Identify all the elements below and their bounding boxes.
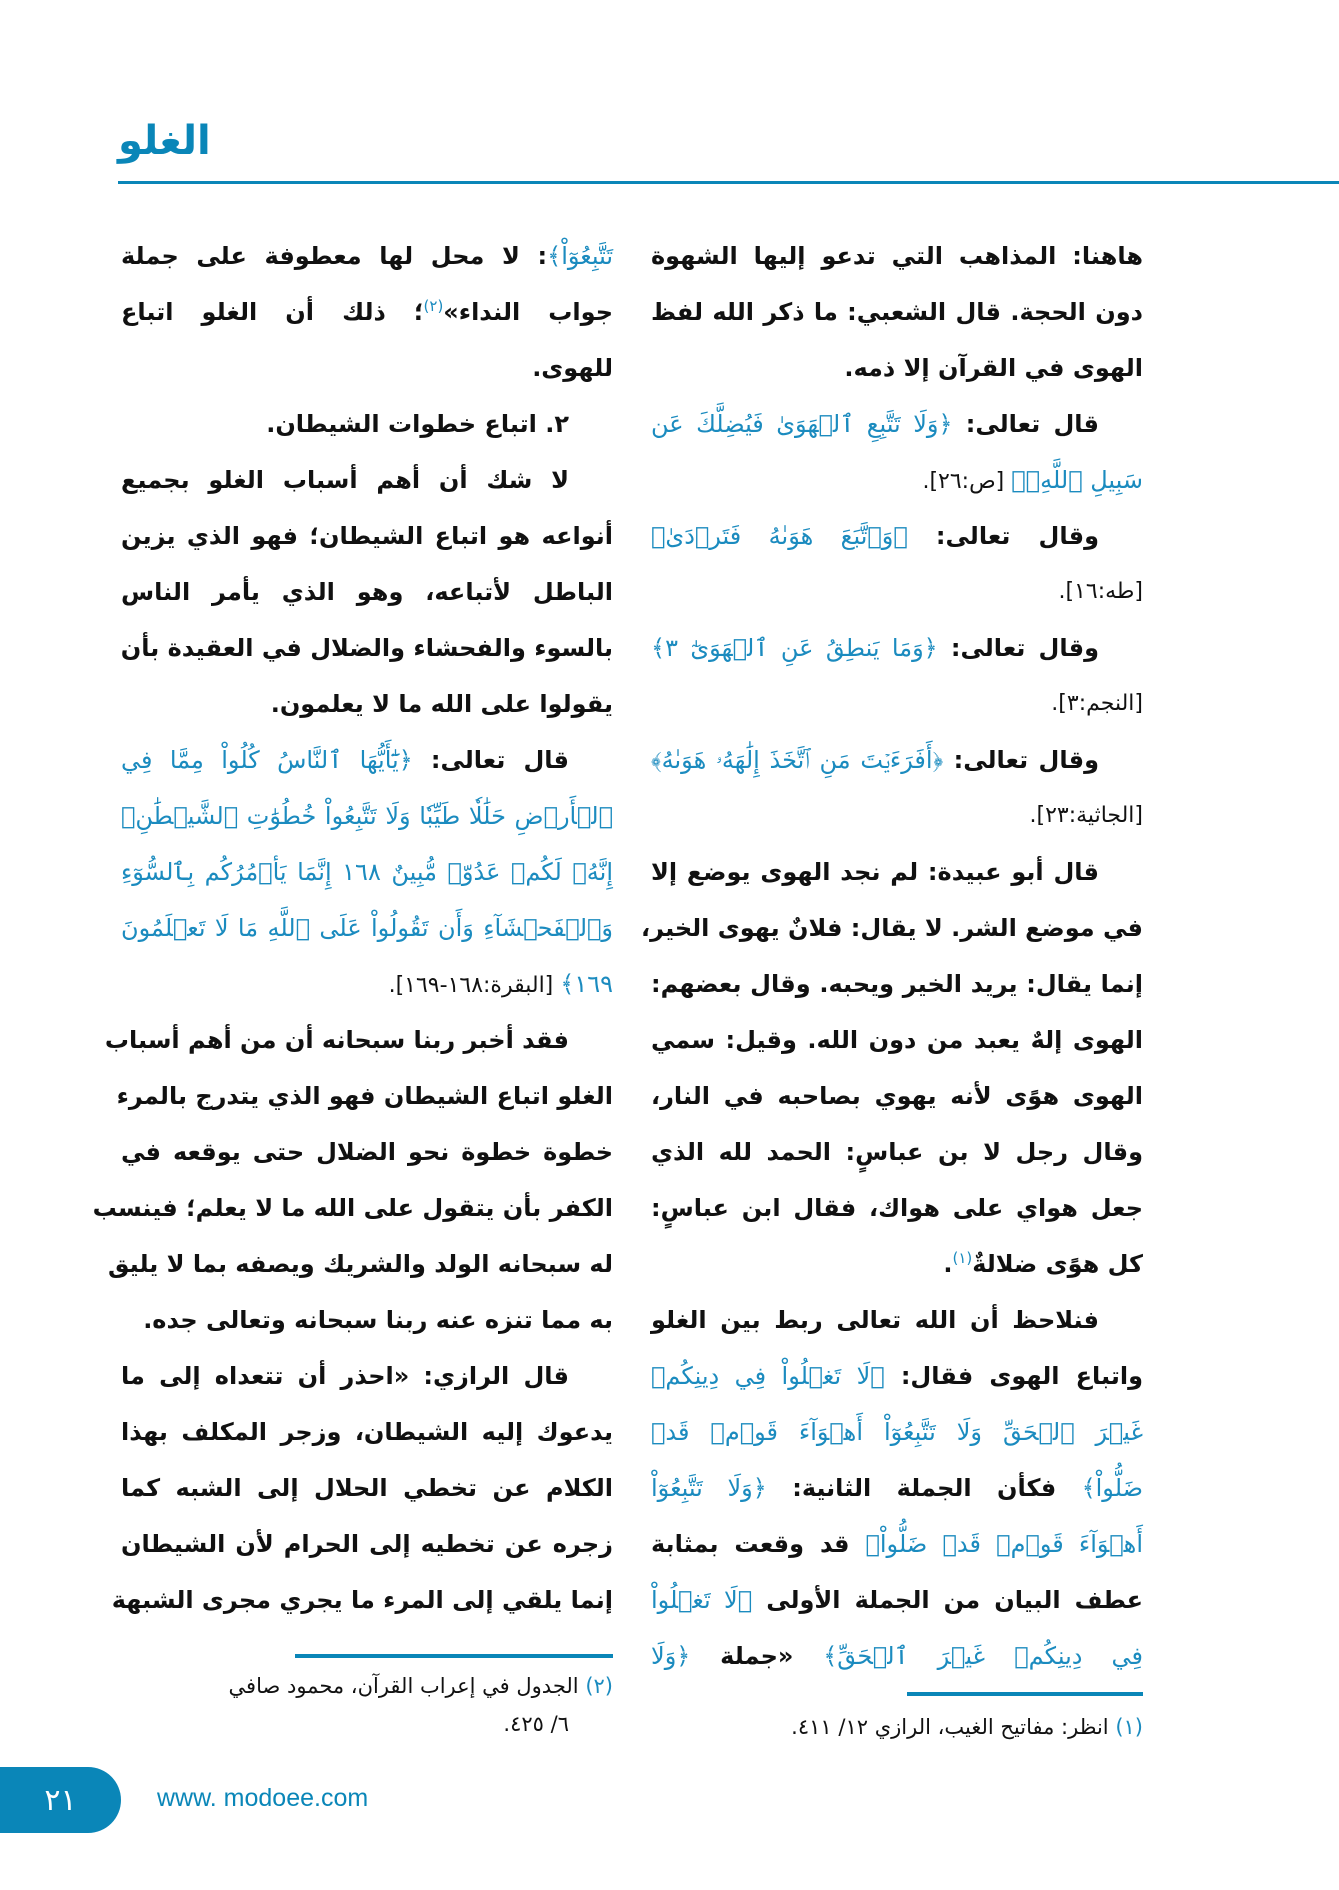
text-line	[651, 1012, 1143, 1068]
text-line	[651, 228, 1143, 284]
text-line	[111, 1572, 613, 1628]
left-column	[92, 228, 614, 1628]
footnote-1	[791, 1708, 1143, 1746]
text-line	[121, 508, 613, 564]
quran-verse: أَهۡوَآءَ قَوۡمٖ قَدۡ ضَلُّواْ﴾	[865, 1530, 1143, 1558]
text: وقال رجل لا بن عباسٍ: الحمد لله الذي	[651, 1138, 1143, 1166]
quran-verse: ﴿وَمَا يَنطِقُ عَنِ ٱلۡهَوَىٰٓ ٣﴾	[651, 634, 938, 662]
text-line	[121, 396, 613, 452]
text: «جملة	[690, 1642, 824, 1670]
text-line	[651, 788, 1143, 844]
quran-verse: ضَلُّواْ﴾	[1081, 1474, 1144, 1502]
right-column	[641, 228, 1144, 1684]
text-line	[651, 1572, 1143, 1628]
text: لا شك أن أهم أسباب الغلو بجميع	[121, 466, 569, 494]
text: عطف البيان من الجملة الأولى	[752, 1586, 1143, 1614]
text: الغلو اتباع الشيطان فهو الذي يتدرج بالمرء	[116, 1082, 613, 1110]
text: قال تعالى:	[952, 410, 1099, 438]
quran-verse: وَٱلۡفَحۡشَآءِ وَأَن تَقُولُواْ عَلَى ٱللَّهِ مَا لَا تَعۡلَمُونَ	[121, 914, 613, 942]
text-line	[121, 956, 613, 1012]
text-line	[116, 1068, 613, 1124]
text-line	[108, 1236, 613, 1292]
text-line	[121, 1124, 613, 1180]
text: ؛ ذلك أن الغلو اتباع	[121, 298, 424, 326]
text: واتباع الهوى فقال:	[884, 1362, 1143, 1390]
text-line	[651, 452, 1143, 508]
text: هاهنا: المذاهب التي تدعو إليها الشهوة	[651, 242, 1143, 270]
text-line	[651, 1628, 1143, 1684]
text: فقد أخبر ربنا سبحانه أن من أهم أسباب	[104, 1026, 569, 1054]
footnote-2	[113, 1667, 613, 1743]
text: وقال تعالى:	[937, 634, 1099, 662]
text-line	[651, 1292, 1143, 1348]
text: جواب النداء»	[443, 298, 613, 326]
text-line	[121, 452, 613, 508]
text: إنما يلقي إلى المرء ما يجري مجرى الشبهة	[111, 1586, 613, 1614]
text-line	[651, 732, 1143, 788]
text: .	[943, 1250, 953, 1278]
text: [الجاثية:٢٣].	[1029, 803, 1143, 828]
text: كل هوًى ضلالةٌ	[972, 1250, 1143, 1278]
text-line	[121, 788, 613, 844]
text-line	[651, 1460, 1143, 1516]
footnote-2-text-cont: ٦/ ٤٢٥.	[503, 1712, 569, 1736]
text-line	[121, 228, 613, 284]
text: فنلاحظ أن الله تعالى ربط بين الغلو	[651, 1306, 1099, 1334]
text-line	[121, 620, 613, 676]
quran-verse: ﴿وَٱتَّبَعَ هَوَىٰهُ فَتَرۡدَىٰ﴾	[651, 522, 908, 550]
text-line	[651, 676, 1143, 732]
quran-verse: سَبِيلِ ٱللَّهِۚ﴾	[1011, 466, 1143, 494]
text: الهوى في القرآن إلا ذمه.	[844, 354, 1143, 382]
quran-verse: فِي دِينِكُمۡ غَيۡرَ ٱلۡحَقِّ﴾	[823, 1642, 1144, 1670]
text-line	[651, 1124, 1143, 1180]
quran-verse: إِنَّهُۥ لَكُمۡ عَدُوّٞ مُّبِينٌ ١٦٨ إِنَّمَا يَأۡمُرُكُم بِٱلسُّوٓءِ	[121, 858, 614, 886]
text: يقولوا على الله ما لا يعلمون.	[270, 690, 613, 718]
text-line	[651, 564, 1143, 620]
text-line	[651, 620, 1143, 676]
text: به مما تنزه عنه ربنا سبحانه وتعالى جده.	[143, 1306, 613, 1334]
footnote-1-text: انظر: مفاتيح الغيب، الرازي ١٢/ ٤١١.	[791, 1715, 1109, 1739]
text: بالسوء والفحشاء والضلال في العقيدة بأن	[120, 634, 613, 662]
text-line	[121, 1516, 613, 1572]
text-line	[121, 844, 613, 900]
text: إنما يقال: يريد الخير ويحبه. وقال بعضهم:	[651, 970, 1143, 998]
page-number: ٢١	[44, 1782, 77, 1818]
text: الهوى إلهٌ يعبد من دون الله. وقيل: سمي	[651, 1026, 1143, 1054]
quran-verse: غَيۡرَ ٱلۡحَقِّ وَلَا تَتَّبِعُوٓاْ أَهۡوَآءَ قَوۡمٖ قَدۡ	[651, 1418, 1143, 1446]
text-line	[121, 1348, 613, 1404]
text: يدعوك إليه الشيطان، وزجر المكلف بهذا	[121, 1418, 613, 1446]
text-line	[121, 284, 613, 340]
text: جعل هواي على هواك، فقال ابن عباسٍ:	[651, 1194, 1143, 1222]
text-line	[121, 1404, 613, 1460]
text: ٢. اتباع خطوات الشيطان.	[266, 410, 569, 438]
quran-verse: ١٦٩﴾	[560, 970, 613, 998]
text: : لا محل لها معطوفة على جملة	[121, 242, 548, 270]
text: قال أبو عبيدة: لم نجد الهوى يوضع إلا	[651, 858, 1099, 886]
text-line	[651, 1236, 1143, 1292]
quran-verse: ﴿يَٰٓأَيُّهَا ٱلنَّاسُ كُلُواْ مِمَّا فِي	[121, 746, 413, 774]
text: في موضع الشر. لا يقال: فلانٌ يهوى الخير،	[641, 914, 1143, 942]
text-line	[651, 508, 1143, 564]
quran-verse: تَتَّبِعُوٓاْ﴾	[547, 242, 613, 270]
text: [النجم:٣].	[1051, 691, 1143, 716]
text-line	[121, 676, 613, 732]
text: زجره عن تخطيه إلى الحرام لأن الشيطان	[121, 1530, 613, 1558]
quran-verse: ٱلۡأَرۡضِ حَلَٰلٗا طَيِّبٗا وَلَا تَتَّبِعُواْ خُطُوَٰتِ ٱلشَّيۡطَٰنِۚ	[121, 802, 613, 830]
text: الباطل لأتباعه، وهو الذي يأمر الناس	[121, 578, 613, 606]
text-line	[121, 564, 613, 620]
footnote-ref[interactable]: (١)	[952, 1249, 973, 1267]
text: الكلام عن تخطي الحلال إلى الشبه كما	[121, 1474, 613, 1502]
text-line	[121, 1292, 613, 1348]
text-line	[651, 956, 1143, 1012]
quran-verse: ﴿لَا تَغۡلُواْ	[651, 1586, 753, 1614]
header-divider	[118, 181, 1339, 184]
footnote-2-number: (٢)	[585, 1674, 613, 1698]
text-line	[651, 1516, 1143, 1572]
text: فكأن الجملة الثانية:	[766, 1474, 1082, 1502]
text: [ص:٢٦].	[922, 469, 1012, 494]
text: قال تعالى:	[412, 746, 569, 774]
text: وقال تعالى:	[943, 746, 1100, 774]
footnote-2-text: الجدول في إعراب القرآن، محمود صافي	[228, 1674, 579, 1698]
footnote-divider-right	[907, 1692, 1143, 1696]
text-line	[121, 340, 613, 396]
text: [البقرة:١٦٨-١٦٩].	[388, 973, 561, 998]
chapter-title: الغلو	[118, 118, 211, 164]
text: قد وقعت بمثابة	[651, 1530, 866, 1558]
text-line	[651, 1404, 1143, 1460]
text-line	[651, 396, 1143, 452]
text: له سبحانه الولد والشريك ويصفه بما لا يليق	[108, 1250, 613, 1278]
text: [طه:١٦].	[1058, 579, 1143, 604]
quran-verse: ﴿لَا تَغۡلُواْ فِي دِينِكُمۡ	[651, 1362, 885, 1390]
text: الهوى هوًى لأنه يهوي بصاحبه في النار،	[651, 1082, 1143, 1110]
text: دون الحجة. قال الشعبي: ما ذكر الله لفظ	[651, 298, 1143, 326]
footnote-1-number: (١)	[1115, 1715, 1143, 1739]
text-line	[651, 340, 1143, 396]
text-line	[651, 1180, 1143, 1236]
text-line	[121, 1460, 613, 1516]
text-line	[651, 1068, 1143, 1124]
quran-verse: ﴿وَلَا تَتَّبِعُوٓاْ	[651, 1474, 767, 1502]
quran-verse: ﴿وَلَا	[651, 1642, 691, 1670]
text: للهوى.	[532, 354, 613, 382]
page-number-badge	[0, 1767, 121, 1833]
website-link[interactable]: www. modoee.com	[157, 1784, 369, 1812]
text-line	[641, 900, 1143, 956]
text-line	[121, 900, 613, 956]
text: خطوة خطوة نحو الضلال حتى يوقعه في	[121, 1138, 613, 1166]
text: وقال تعالى:	[907, 522, 1100, 550]
text-line	[651, 1348, 1143, 1404]
text-line	[651, 284, 1143, 340]
footnote-ref[interactable]: (٢)	[423, 297, 444, 315]
quran-verse: ﴿وَلَا تَتَّبِعِ ٱلۡهَوَىٰ فَيُضِلَّكَ عَن	[651, 410, 953, 438]
text-line	[92, 1180, 613, 1236]
text: الكفر بأن يتقول على الله ما لا يعلم؛ فينسب	[92, 1194, 613, 1222]
text: قال الرازي: «احذر أن تتعداه إلى ما	[121, 1362, 569, 1390]
text-line	[651, 844, 1143, 900]
text: أنواعه هو اتباع الشيطان؛ فهو الذي يزين	[121, 522, 613, 550]
text-line	[104, 1012, 613, 1068]
footnote-divider-left	[295, 1654, 613, 1658]
quran-verse: ﴿أَفَرَءَيۡتَ مَنِ ٱتَّخَذَ إِلَٰهَهُۥ هَوَىٰهُ﴾	[651, 746, 944, 774]
text-line	[121, 732, 613, 788]
